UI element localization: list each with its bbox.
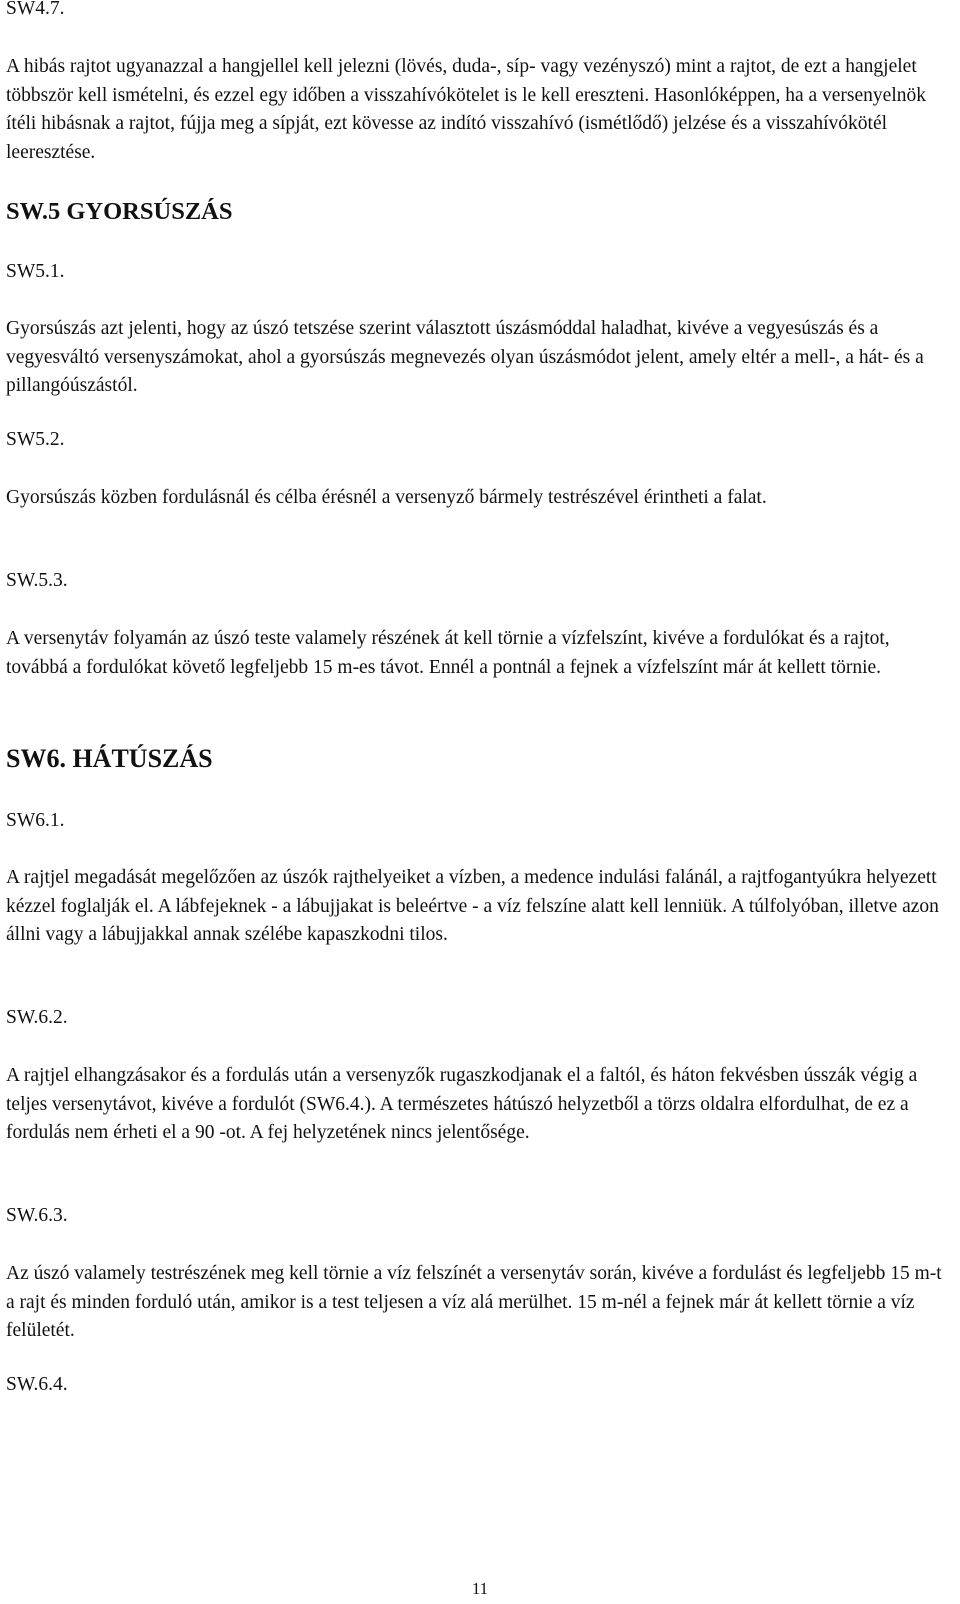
paragraph-sw5-1: Gyorsúszás azt jelenti, hogy az úszó tetszése szerint választott úszásmóddal haladhat, kivéve a vegyesúszás és a vegyesváltó versenyszámokat, ahol a gyorsúszás megnevezés olyan úszásmódot jelent, amely eltér a mell-, a hát- és a pillangóúszástól. (6, 318, 924, 397)
paragraph-sw6-3: Az úszó valamely testrészének meg kell törnie a víz felszínét a versenytáv során, kivéve a fordulást és legfeljebb 15 m-t a rajt és minden forduló után, amikor is a test teljesen a víz alá merülhet. 15 m-nél a fejnek már át kellett törnie a víz felületét. (6, 1263, 942, 1342)
section-label-sw5-2: SW5.2. (6, 429, 65, 450)
paragraph-sw6-2: A rajtjel elhangzásakor és a fordulás után a versenyzők rugaszkodjanak el a faltól, és háton fekvésben ússzák végig a teljes versenytávot, kivéve a fordulót (SW6.4.). A természetes hátúszó helyzetből a törzs oldalra elfordulhat, de ez a fordulás nem érheti el a 90 -ot. A fej helyzetének nincs jelentősége. (6, 1065, 918, 1144)
section-label-sw6-2: SW.6.2. (6, 1007, 68, 1028)
section-label-sw6-1: SW6.1. (6, 810, 65, 831)
section-label-sw6-4: SW.6.4. (6, 1374, 68, 1395)
section-label-sw6-3: SW.6.3. (6, 1205, 68, 1226)
section-label-sw5-1: SW5.1. (6, 261, 65, 282)
page-number: 11 (471, 1579, 489, 1598)
heading-gyorsuszas: SW.5 GYORSÚSZÁS (6, 198, 233, 225)
section-label-sw4-7: SW4.7. (6, 0, 65, 19)
paragraph-sw5-3: A versenytáv folyamán az úszó teste valamely részének át kell törnie a vízfelszínt, kivéve a fordulókat és a rajtot, továbbá a fordulókat követő legfeljebb 15 m-es távot. Ennél a pontnál a fejnek a vízfelszínt már át kellett törnie. (6, 628, 890, 678)
paragraph-sw5-2: Gyorsúszás közben fordulásnál és célba érésnél a versenyző bármely testrészével érintheti a falat. (6, 487, 767, 508)
heading-hatuszas: SW6. HÁTÚSZÁS (6, 744, 213, 773)
section-label-sw5-3: SW.5.3. (6, 570, 68, 591)
paragraph-sw6-1: A rajtjel megadását megelőzően az úszók rajthelyeiket a vízben, a medence indulási falánál, a rajtfogantyúkra helyezett kézzel foglalják el. A lábfejeknek - a lábujjakat is beleértve - a víz felszíne alatt kell lenniük. A túlfolyóban, illetve azon állni vagy a lábujjakkal annak szélébe kapaszkodni tilos. (6, 867, 939, 946)
paragraph-sw4-7: A hibás rajtot ugyanazzal a hangjellel kell jelezni (lövés, duda-, síp- vagy vezényszó) mint a rajtot, de ezt a hangjelet többször kell ismételni, és ezzel egy időben a visszahívókötelet is le kell ereszteni. Hasonlóképpen, ha a versenyelnök ítéli hibásnak a rajtot, fújja meg a sípját, ezt kövesse az indító visszahívó (ismétlődő) jelzése és a visszahívókötél leeresztése. (6, 56, 926, 163)
